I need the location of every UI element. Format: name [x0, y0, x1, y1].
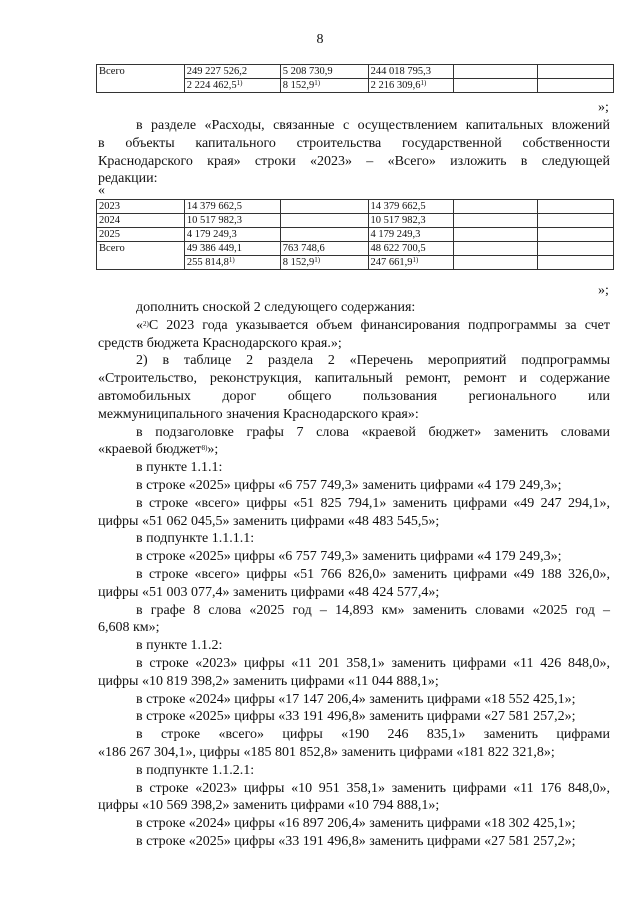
page-number: 8 — [316, 32, 324, 47]
table-row: 2024 10 517 982,3 10 517 982,3 — [97, 214, 614, 228]
open-quote: « — [98, 183, 105, 198]
close-quote-1: »; — [598, 100, 609, 115]
table-row: 2025 4 179 249,3 4 179 249,3 — [97, 228, 614, 242]
table-row: 2 224 462,5$^{1)}$ 8 152,9$^{1)}$ 2 216 309,6$^{1)}$ — [97, 79, 614, 93]
table-row: 255 814,8$^{1)}$ 8 152,9$^{1)}$ 247 661,9$^{1)}$ — [97, 256, 614, 270]
table-row: 2023 14 379 662,5 14 379 662,5 — [97, 200, 614, 214]
close-quote-2: »; — [598, 283, 609, 298]
table-total-fragment — [96, 64, 614, 93]
table-row: Всего 249 227 526,2 5 208 730,9 244 018 795,3 — [97, 65, 614, 79]
body-text: дополнить сноской 2 следующего содержания: «$^{2)}$С 2023 года указывается объем финансирования подпрограммы за счет средств бюджета Краснодарского края.»; 2) в таблице 2 раздела 2 «Перечень мероприятий подпрограммы «Строительство, реконструкция, капитальный ремонт, ремонт и содержание автомобильных дорог общего пользования региональногo или межмуниципального значения Краснодарского края»: в подзаголовке графы 7 слова «краевой бюджет» заменить словами «краевой бюджет$^{8)}$»; в пункте 1.1.1: в строке «2025» цифры «6 757 749,3» заменить цифрами «4 179 249,3»; в строке «всего» цифры «51 825 794,1» заменить цифрами «49 247 294,1», цифры «51 062 045,5» заменить цифрами «48 483 545,5»; в подпункте 1.1.1.1: в строке «2025» цифры «6 757 749,3» заменить цифрами «4 179 249,3»; в строке «всего» цифры «51 766 826,0» заменить цифрами «49 188 326,0», цифры «51 003 077,4» заменить цифрами «48 424 577,4»; в графе 8 слова «2025 год – 14,893 км» заменить словами «2025 год – 6,608 км»; в пункте 1.1.2: в строке «2023» цифры «11 201 358,1» заменить цифрами «11 426 848,0», цифры «10 819 398,2» заменить цифрами «11 044 888,1»; в строке «2024» цифры «17 147 206,4» заменить цифрами «18 552 425,1»; в строке «2025» цифры «33 191 496,8» заменить цифрами «27 581 257,2»; в строке «всего» цифры «190 246 835,1» заменить цифрами «186 267 304,1», цифры «185 801 852,8» заменить цифрами «181 822 321,8»; в подпункте 1.1.2.1: в строке «2023» цифры «10 951 358,1» заменить цифрами «11 176 848,0», цифры «10 569 398,2» заменить цифрами «10 794 888,1»; в строке «2024» цифры «16 897 206,4» заменить цифрами «18 302 425,1»; в строке «2025» цифры «33 191 496,8» заменить цифрами «27 581 257,2»; — [98, 300, 610, 849]
table-capex — [96, 199, 614, 270]
table-row: Всего 49 386 449,1 763 748,6 48 622 700,5 — [97, 242, 614, 256]
paragraph-section-capex: в разделе «Расходы, связанные с осуществлением капитальных вложений в объекты капитального строительства государственной собственности Краснодарского края» строки «2023» – «Всего» изложить в следующей редакции: — [98, 118, 610, 187]
